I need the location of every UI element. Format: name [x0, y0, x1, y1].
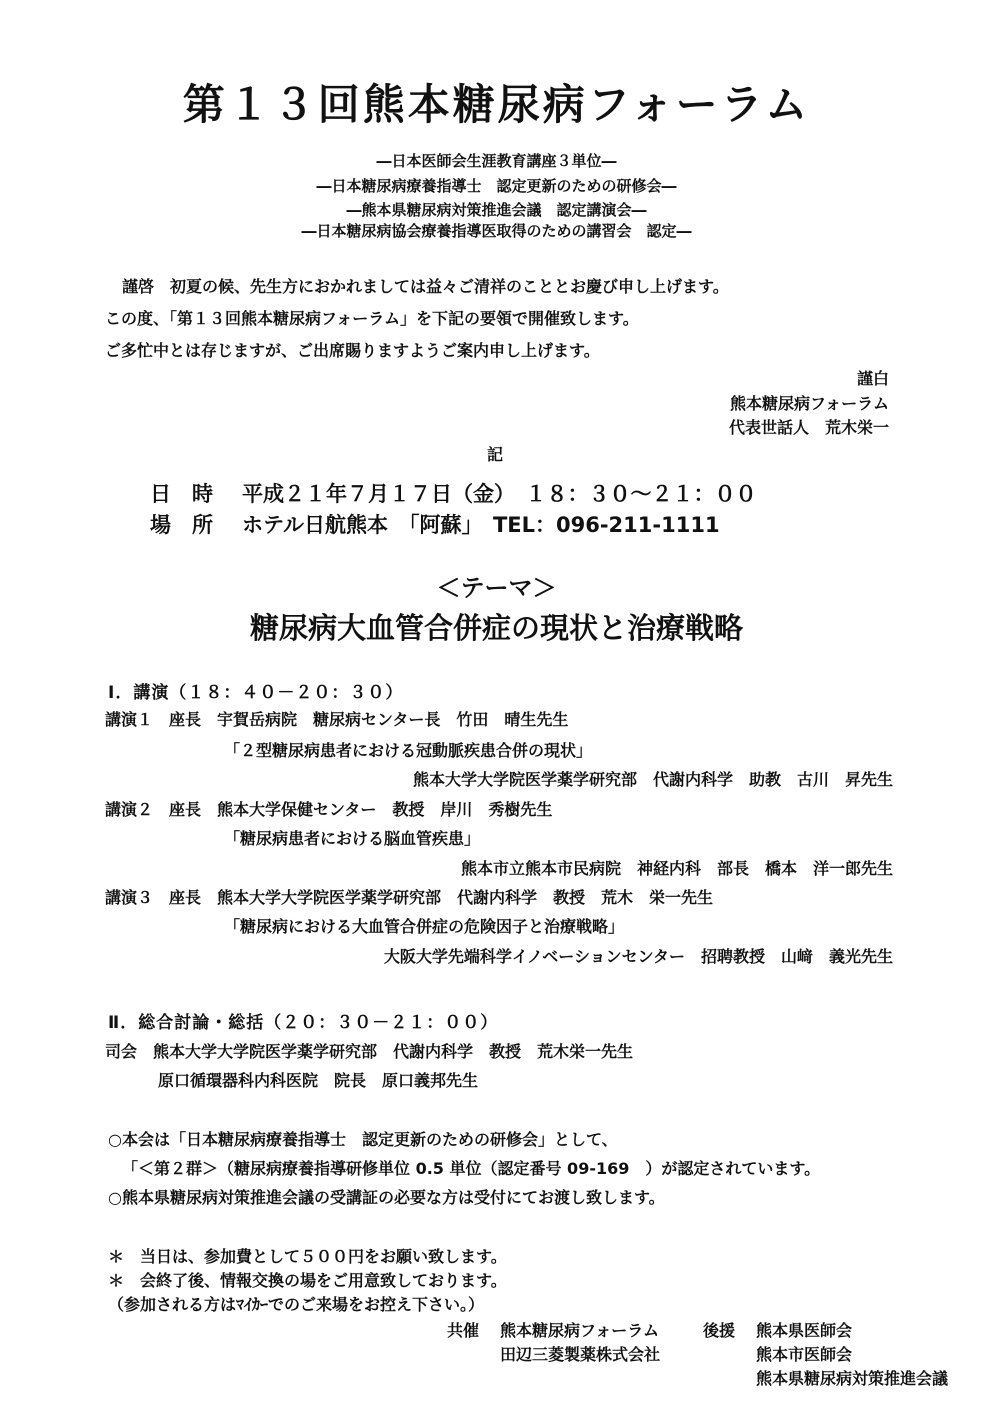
subtitle-3: ―熊本県糖尿病対策推進会議 認定講演会―	[346, 201, 647, 219]
date-value: 平成２１年７月１７日（金） １８：３０～２１：００	[242, 482, 757, 506]
lecture1-chair: 講演１ 座長 宇賀岳病院 糖尿病センター長 竹田 晴生先生	[105, 710, 569, 729]
ki-mark: 記	[487, 445, 504, 464]
support-2: 熊本市医師会	[756, 1345, 853, 1364]
cohost-1: 熊本糖尿病フォーラム	[500, 1321, 660, 1340]
greeting-line-1: 謹啓 初夏の候、先生方におかれましては益々ご清祥のこととお慶び申し上げます。	[122, 277, 729, 296]
lecture3-speaker: 大阪大学先端科学イノベーションセンター 招聘教授 山﨑 義光先生	[383, 947, 893, 966]
support-label: 後援	[703, 1321, 736, 1340]
subtitle-1: ―日本医師会生涯教育講座３単位―	[376, 152, 617, 170]
document-title: 第１３回熊本糖尿病フォーラム	[182, 80, 811, 129]
closing: 謹白	[856, 369, 889, 388]
subtitle-4: ―日本糖尿病協会療養指導医取得のための講習会 認定―	[301, 222, 692, 240]
lecture2-chair: 講演２ 座長 熊本大学保健センター 教授 岸川 秀樹先生	[105, 800, 553, 819]
theme-label: ＜テーマ＞	[436, 574, 557, 602]
moderator-1: 司会 熊本大学大学院医学薬学研究部 代謝内科学 教授 荒木栄一先生	[105, 1042, 634, 1061]
greeting-line-3: ご多忙中とは存じますが、ご出席賜りますようご案内申し上げます。	[105, 341, 600, 360]
date-label: 日 時	[150, 482, 213, 506]
lecture3-title: 「糖尿病における大血管合併症の危険因子と治療戦略」	[224, 917, 625, 936]
support-1: 熊本県医師会	[756, 1321, 853, 1340]
theme-title: 糖尿病大血管合併症の現状と治療戦略	[249, 611, 743, 645]
note-2: 「＜第２群＞（糖尿病療養指導研修単位 0.5 単位（認定番号 09-169 ）が認定されています。	[122, 1159, 821, 1178]
remark-1: ＊ 当日は、参加費として５００円をお願い致します。	[108, 1247, 507, 1266]
cohost-2: 田辺三菱製薬株式会社	[500, 1345, 661, 1364]
representative-name: 代表世話人 荒木栄一	[728, 418, 889, 437]
place-value: ホテル日航熊本 「阿蘇」 TEL：096-211-1111	[242, 513, 720, 537]
section2-heading: Ⅱ．総合討論・総括（２０：３０－２１：００）	[108, 1013, 499, 1033]
lecture3-chair: 講演３ 座長 熊本大学大学院医学薬学研究部 代謝内科学 教授 荒木 栄一先生	[105, 888, 714, 907]
lecture2-title: 「糖尿病患者における脳血管疾患」	[224, 829, 481, 848]
support-3: 熊本県糖尿病対策推進会議	[756, 1369, 949, 1388]
lecture1-title: 「２型糖尿病患者における冠動脈疾患合併の現状」	[224, 741, 593, 760]
place-label: 場 所	[150, 513, 213, 537]
remark-3: （参加される方はﾏｲｶｰでのご来場をお控え下さい。）	[108, 1295, 485, 1314]
remark-2: ＊ 会終了後、情報交換の場をご用意致しております。	[108, 1271, 507, 1290]
cohost-label: 共催	[447, 1321, 480, 1340]
lecture2-speaker: 熊本市立熊本市民病院 神経内科 部長 橋本 洋一郎先生	[460, 859, 893, 878]
note-3: ○熊本県糖尿病対策推進会議の受講証の必要な方は受付にてお渡し致します。	[108, 1188, 665, 1207]
organizer-name: 熊本糖尿病フォーラム	[729, 394, 889, 413]
lecture1-speaker: 熊本大学大学院医学薬学研究部 代謝内科学 助教 古川 昇先生	[412, 770, 893, 789]
moderator-2: 原口循環器科内科医院 院長 原口義邦先生	[158, 1071, 479, 1090]
greeting-line-2: この度、「第１３回熊本糖尿病フォーラム」を下記の要領で開催致します。	[105, 309, 639, 328]
note-1: ○本会は「日本糖尿病療養指導士 認定更新のための研修会」として、	[108, 1130, 618, 1149]
section1-heading: Ⅰ．講演（１８：４０－２０：３０）	[108, 683, 404, 703]
subtitle-2: ―日本糖尿病療養指導士 認定更新のための研修会―	[316, 177, 677, 195]
